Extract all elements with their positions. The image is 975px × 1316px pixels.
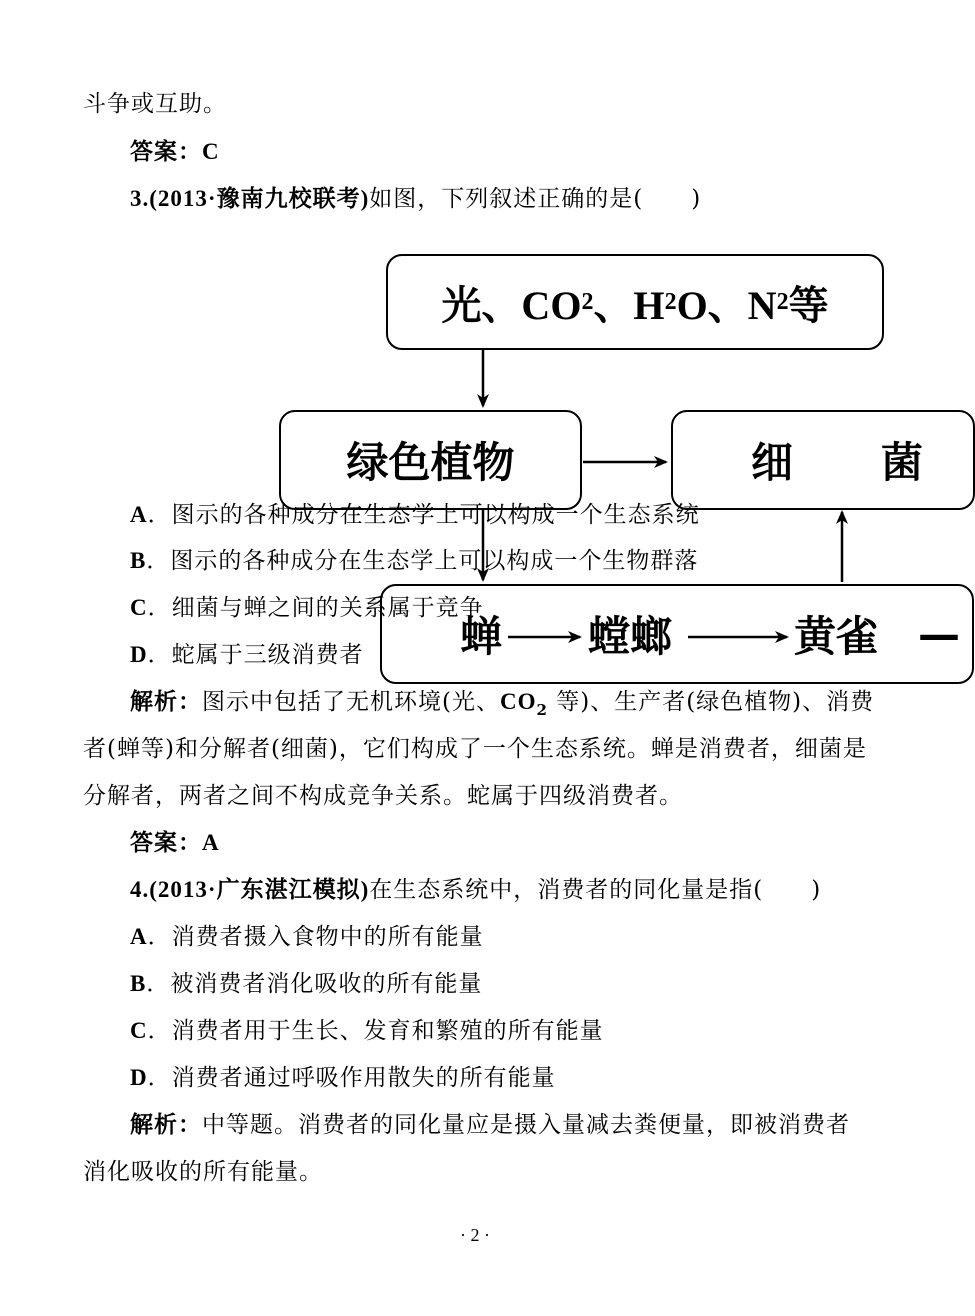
abiotic-text-2: 、H	[593, 282, 665, 328]
option-text: ．消费者摄入食物中的所有能量	[147, 924, 484, 950]
option-3d	[130, 640, 364, 670]
question-3	[130, 184, 701, 214]
option-letter: C	[130, 595, 148, 620]
chain-oriole: 黄雀	[794, 612, 879, 661]
question-number: 3.(2013·豫南九校联考)	[130, 186, 370, 211]
text-segment: CO	[499, 689, 537, 714]
question-4	[130, 875, 821, 905]
option-text: ．图示的各种成分在生态学上可以构成一个生态系统	[147, 502, 700, 528]
abiotic-text-4: 等	[788, 282, 829, 328]
answer-2	[130, 137, 220, 167]
analysis-label: 解析：	[130, 689, 202, 714]
plant-label: 绿色植物	[346, 438, 515, 487]
question-number: 4.(2013·广东湛江模拟)	[130, 877, 370, 902]
answer-3	[130, 828, 220, 858]
option-text: ．被消费者消化吸收的所有能量	[146, 971, 483, 997]
option-text: ．图示的各种成分在生态学上可以构成一个生物群落	[146, 548, 699, 574]
option-letter: A	[130, 924, 148, 949]
text-segment: 等)、生产者(绿色植物)、消费	[547, 689, 875, 715]
analysis-label: 解析：	[130, 1112, 202, 1137]
answer-value: C	[202, 139, 220, 164]
text-segment: 图示中包括了无机环境(光、	[202, 689, 500, 715]
option-letter: B	[130, 548, 147, 573]
abiotic-sub-1: 2	[581, 288, 594, 315]
abiotic-text-3: O、N	[676, 282, 777, 328]
analysis-3-line-1	[130, 687, 874, 725]
subscript: 2	[536, 701, 548, 719]
option-letter: C	[130, 1018, 148, 1043]
option-4b	[130, 969, 482, 999]
abiotic-text-1: 光、CO	[441, 282, 582, 328]
answer-value: A	[202, 830, 220, 855]
analysis-4-line-1	[130, 1110, 850, 1140]
option-4a	[130, 922, 484, 952]
chain-cicada: 蝉	[460, 612, 503, 661]
bacteria-label-2: 菌	[881, 438, 924, 487]
answer-label: 答案：	[130, 139, 202, 164]
analysis-4-line-2	[83, 1157, 323, 1187]
option-4c	[130, 1016, 604, 1046]
abiotic-sub-3: 2	[776, 288, 789, 315]
option-4d	[130, 1063, 556, 1093]
text-segment: 消化吸收的所有能量。	[83, 1159, 323, 1185]
option-text: ．消费者用于生长、发育和繁殖的所有能量	[147, 1018, 604, 1044]
chain-dash: —	[918, 609, 960, 659]
analysis-3-line-2	[83, 734, 867, 764]
text-line	[83, 89, 227, 119]
chain-mantis: 螳螂	[588, 612, 673, 661]
page-number: · 2 ·	[460, 1225, 490, 1245]
option-text: ．细菌与蝉之间的关系属于竞争	[147, 595, 484, 621]
text-segment: 分解者，两者之间不构成竞争关系。蛇属于四级消费者。	[83, 783, 683, 809]
answer-label: 答案：	[130, 830, 202, 855]
option-letter: B	[130, 971, 147, 996]
text-segment: 中等题。消费者的同化量应是摄入量减去粪便量，即被消费者	[202, 1112, 850, 1138]
option-3c	[130, 593, 484, 623]
option-3b	[130, 546, 698, 576]
abiotic-sub-2: 2	[664, 288, 677, 315]
text-segment: 者(蝉等)和分解者(细菌)，它们构成了一个生态系统。蝉是消费者，细菌是	[83, 736, 867, 762]
text-segment: 斗争或互助。	[83, 91, 227, 117]
option-3a	[130, 500, 700, 530]
option-letter: A	[130, 502, 148, 527]
option-text: ．消费者通过呼吸作用散失的所有能量	[147, 1065, 556, 1091]
question-text: 在生态系统中，消费者的同化量是指( )	[369, 877, 822, 903]
bacteria-label-1: 细	[751, 438, 794, 487]
option-text: ．蛇属于三级消费者	[147, 642, 364, 668]
question-text: 如图，下列叙述正确的是( )	[369, 186, 702, 212]
analysis-3-line-3	[83, 781, 683, 811]
option-letter: D	[130, 642, 148, 667]
option-letter: D	[130, 1065, 148, 1090]
